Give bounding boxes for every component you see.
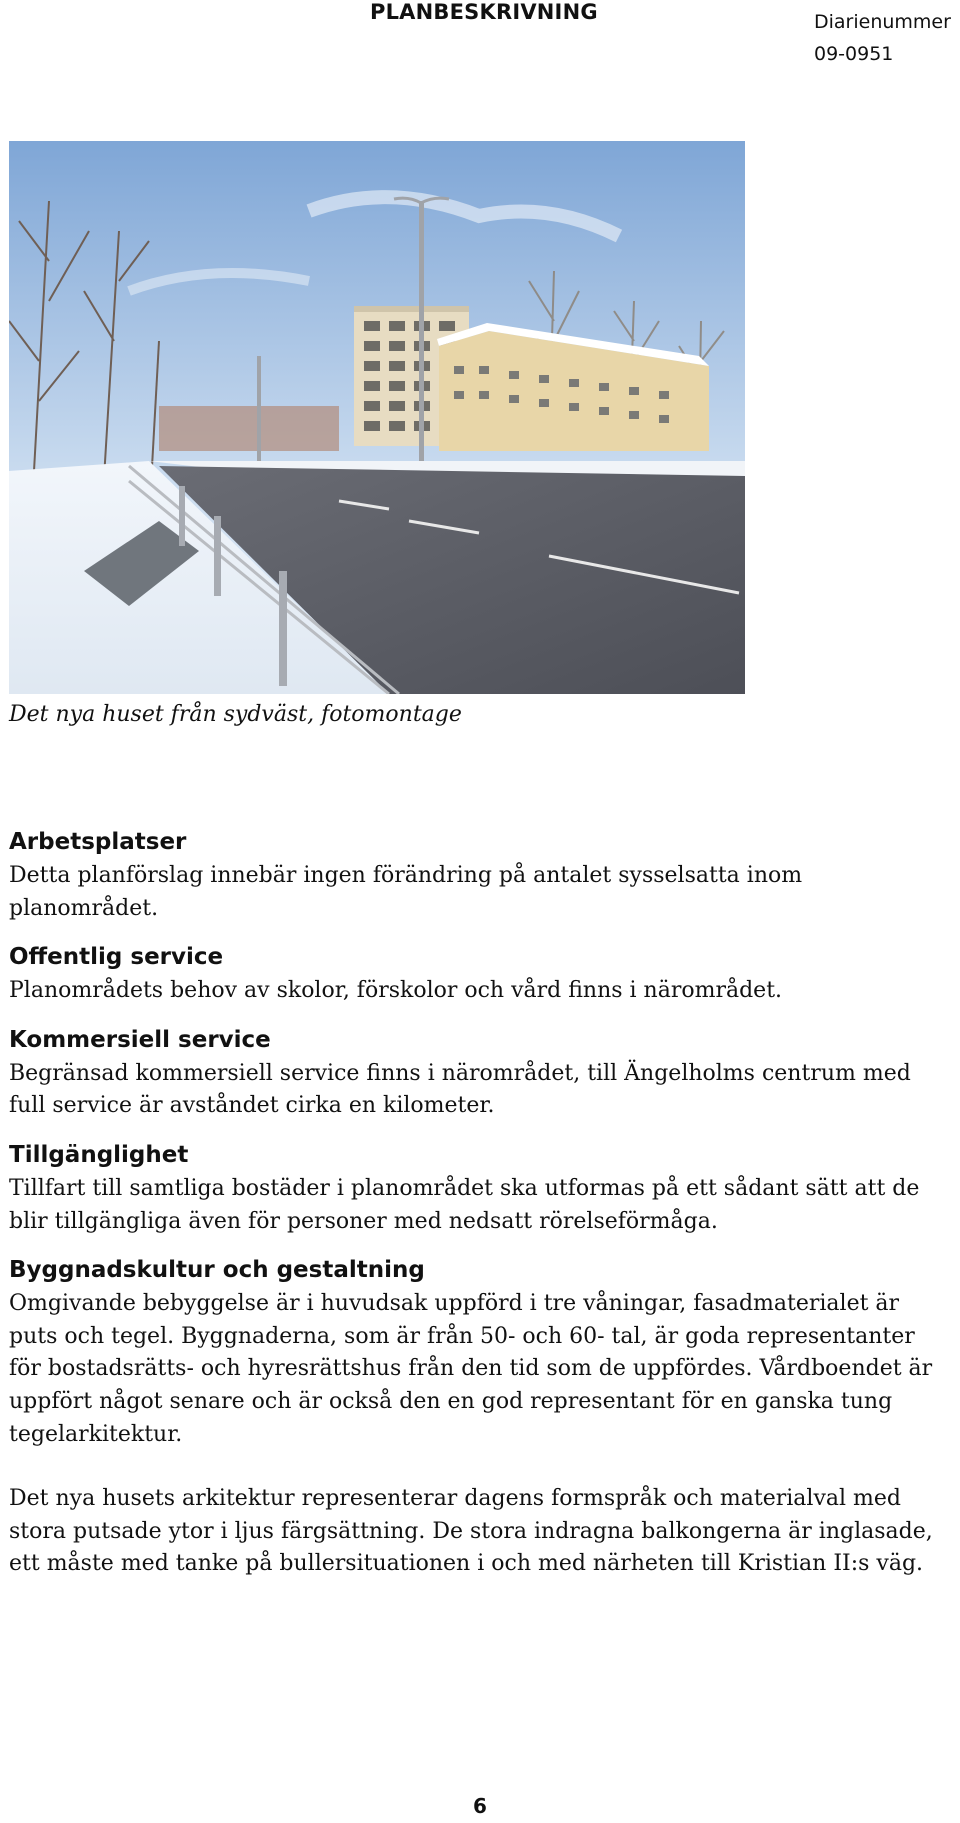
section-text: Detta planförslag innebär ingen förändring på antalet sysselsatta inom planområdet.: [9, 863, 803, 921]
reference-label: Diarienummer: [814, 11, 951, 33]
section-heading: Tillgänglighet: [9, 1141, 189, 1168]
section-heading: Byggnadskultur och gestaltning: [9, 1257, 425, 1284]
section-heading: Offentlig service: [9, 944, 224, 971]
document-title: PLANBESKRIVNING: [370, 0, 598, 24]
section-byggnadskultur: [9, 1254, 953, 1581]
document-reference: [814, 6, 951, 70]
section-text: Begränsad kommersiell service finns i närområdet, till Ängelholms centrum med full service är avståndet cirka en kilometer.: [9, 1060, 911, 1119]
section-tillganglighet: [9, 1139, 953, 1238]
section-heading: Kommersiell service: [9, 1026, 271, 1053]
reference-number: 09-0951: [814, 43, 894, 65]
document-body: [9, 826, 953, 1597]
section-text-2: Det nya husets arkitektur representerar dagens formspråk och materialval med stora putsade ytor i ljus färgsättning. De stora indragna balkongerna är inglasade, ett måste med tanke på bullersituationen i och med närheten till Kristian II:s väg.: [9, 1486, 933, 1577]
section-offentlig-service: [9, 941, 953, 1008]
section-text: Tillfart till samtliga bostäder i planområdet ska utformas på ett sådant sätt att de blir tillgängliga även för personer med nedsatt rörelseförmåga.: [9, 1175, 920, 1234]
page-number: 6: [473, 1794, 487, 1818]
section-text: Planområdets behov av skolor, förskolor och vård finns i närområdet.: [9, 978, 783, 1004]
section-arbetsplatser: [9, 826, 953, 925]
photo-caption: Det nya huset från sydväst, fotomontage: [9, 702, 462, 727]
section-heading: Arbetsplatser: [9, 829, 187, 855]
section-text: Omgivande bebyggelse är i huvudsak uppförd i tre våningar, fasadmaterialet är puts och tegel. Byggnaderna, som är från 50- och 60- tal, är goda representanter för bostadsrätts- och hyresrättshus från den tid som de uppfördes. Vårdboendet är uppfört något senare och är också den en god representant för en ganska tung tegelarkitektur.: [9, 1291, 933, 1447]
photo-montage: [9, 141, 745, 694]
section-kommersiell-service: [9, 1024, 953, 1123]
